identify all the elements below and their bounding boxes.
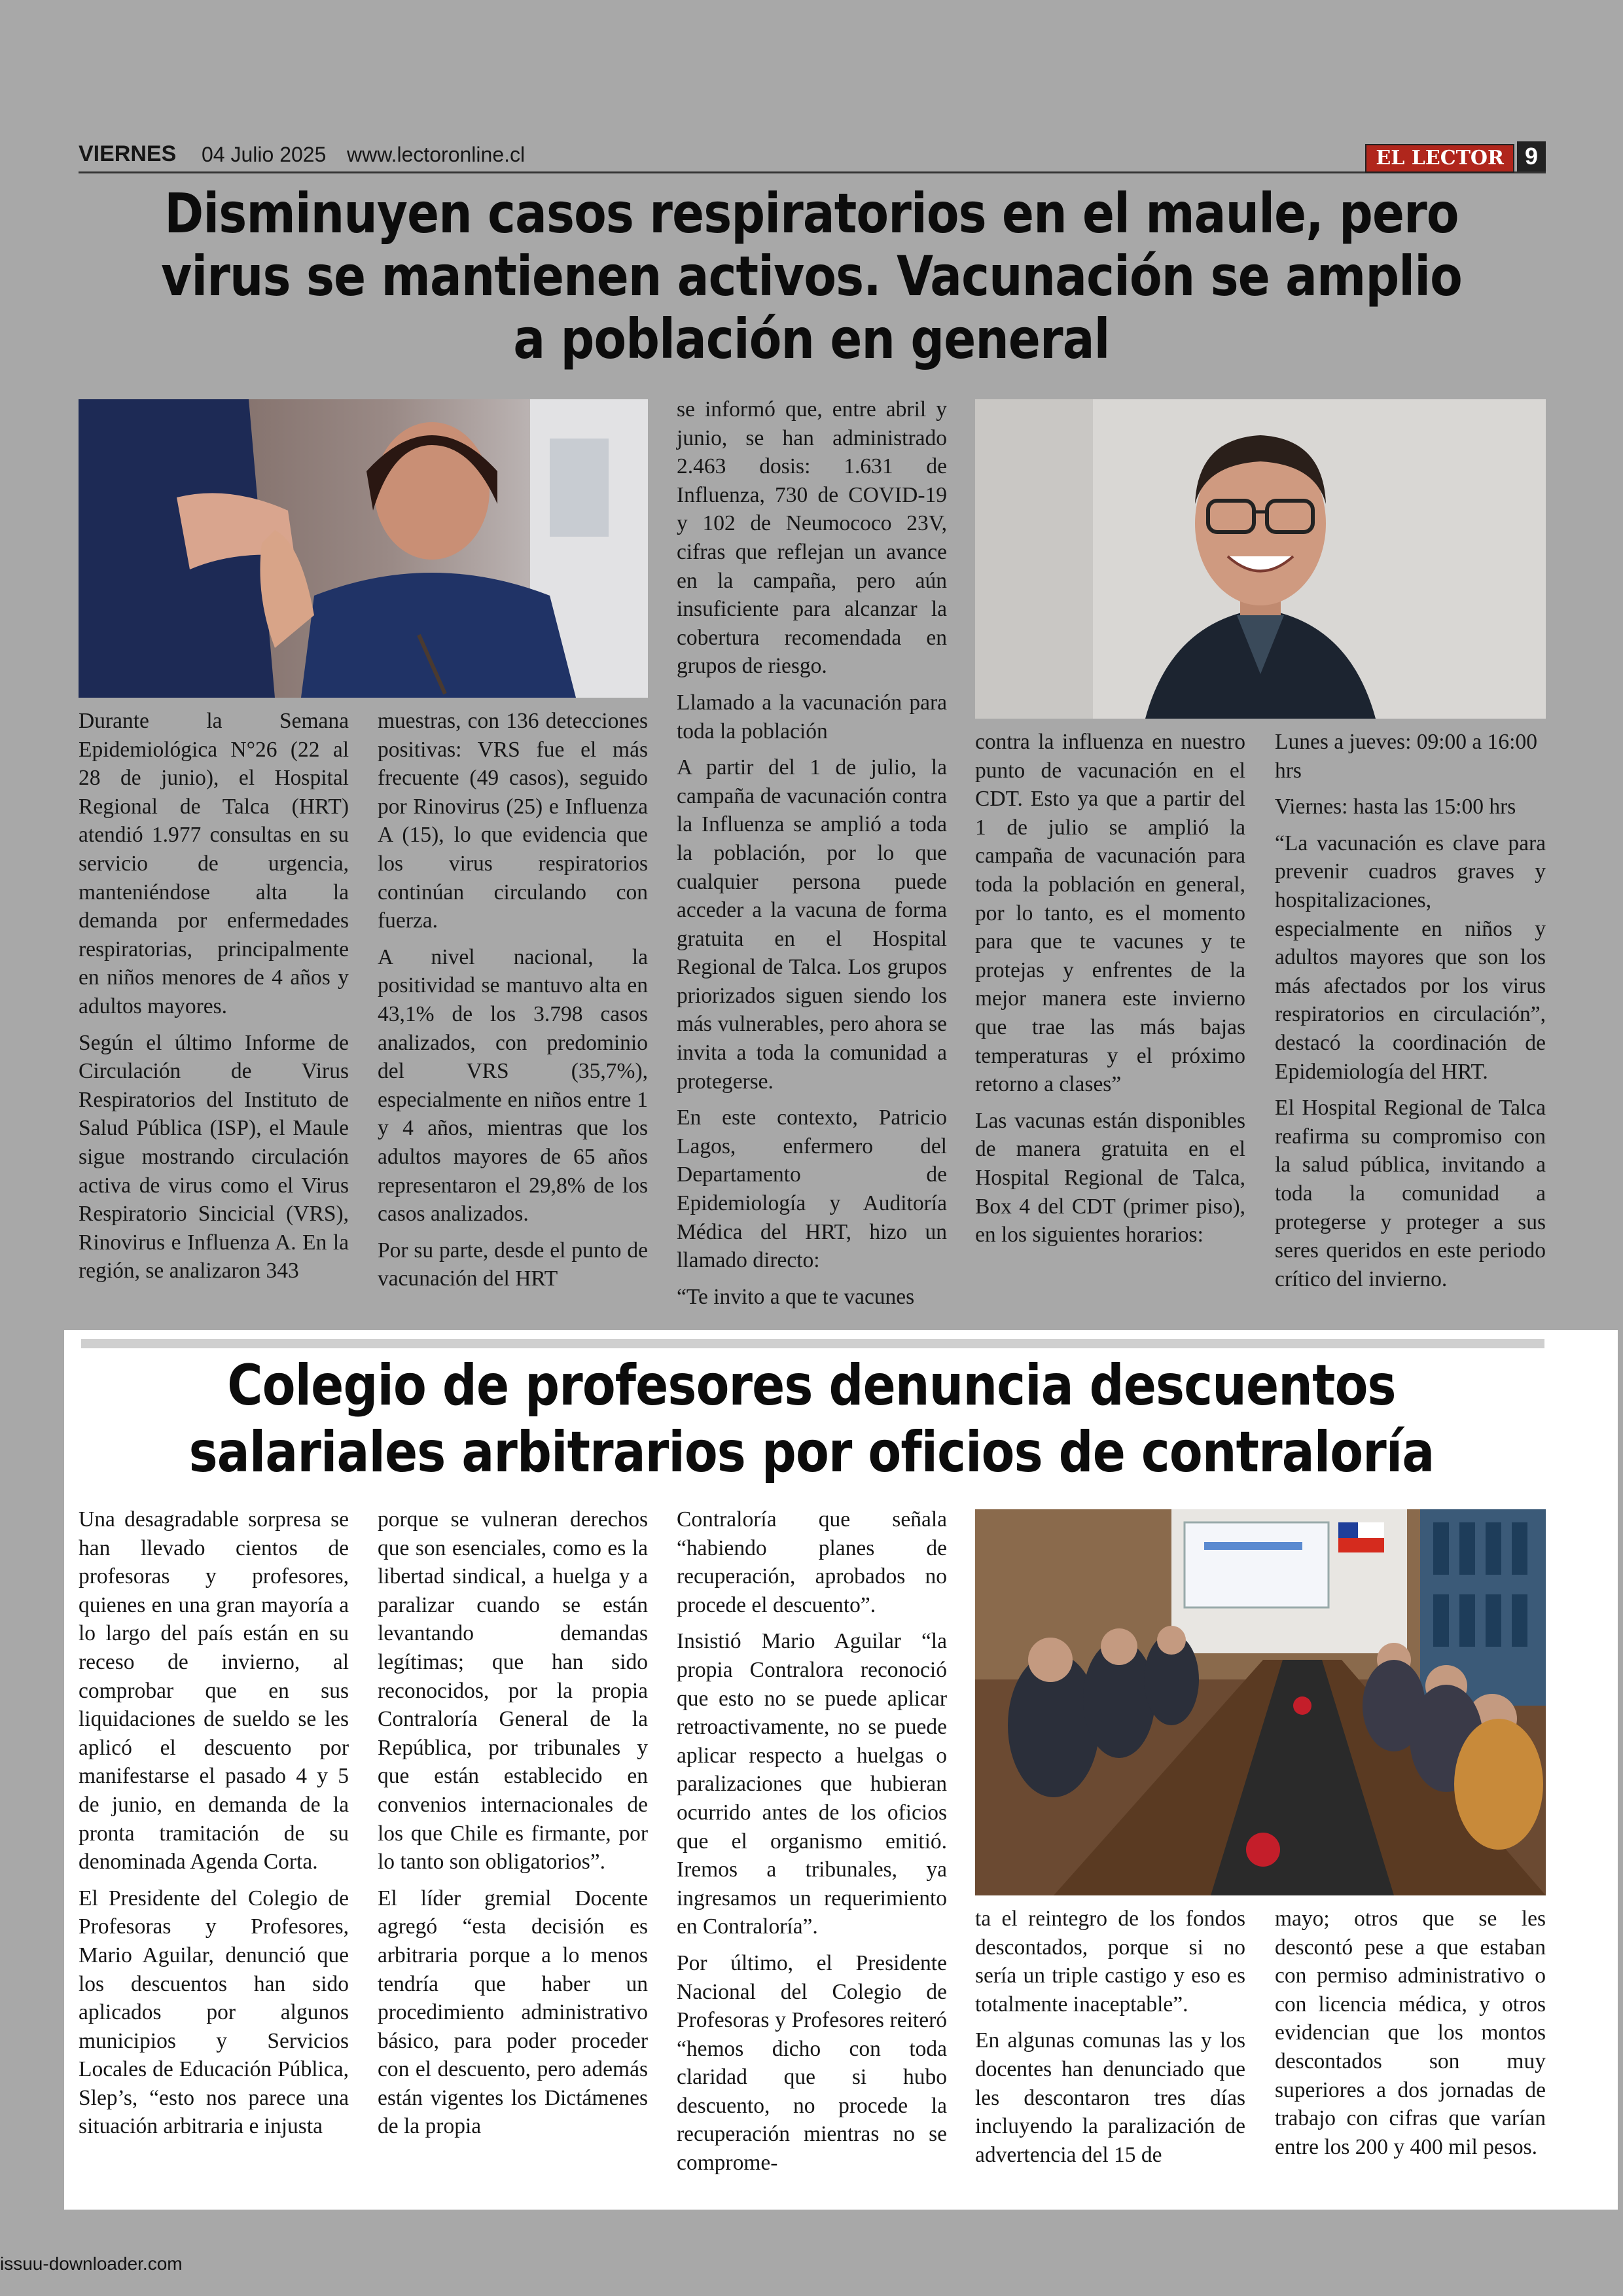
paragraph: ta el reintegro de los fondos descontados, porque si no sería un triple castigo y eso es totalmente inaceptable”. <box>975 1907 1245 2017</box>
article2-column-4 <box>975 1905 1245 2177</box>
paragraph: Una desagradable sorpresa se han llevado cientos de profesoras y profesores, quienes en una gran mayoría a lo largo del país están en su receso de invierno, al comprobar que en sus liquidaciones de sueldo se les aplicó el descuento por manifestarse el pasado 4 y 5 de junio, en demanda de la pronta tramitación de su denominada Agenda Corta. <box>79 1507 349 1874</box>
article2-column-5 <box>1275 1905 1546 2169</box>
paragraph: A partir del 1 de julio, la campaña de vacunación contra la Influenza se amplió a toda la población, por lo que cualquier persona puede acceder a la vacuna de forma gratuita en el Hospital Regional de Talca. Los grupos priorizados siguen siendo los más vulnerables, pero ahora se invita a toda la comunidad a protegerse. <box>677 755 947 1094</box>
article1-column-5 <box>1275 728 1546 1301</box>
article2-column-3 <box>677 1505 947 2185</box>
paragraph: El Presidente del Colegio de Profesoras y Profesores, Mario Aguilar, denunció que los descuentos han sido aplicados por algunos municipios y Servicios Locales de Educación Pública, Slep’s, “esto nos parece una situación arbitraria e injusta <box>79 1886 349 2139</box>
article2-column-1 <box>79 1505 349 2149</box>
patricio-lagos-portrait <box>975 399 1546 719</box>
paragraph: Durante la Semana Epidemiológica N°26 (22 al 28 de junio), el Hospital Regional de Talca (HRT) atendió 1.977 consultas en su servicio de urgencia, manteniéndose alta la demanda por enfermedades respiratorias, principalmente en niños menores de 4 años y adultos mayores. <box>79 709 349 1018</box>
schedule-line: Lunes a jueves: 09:00 a 16:00 hrs <box>1275 730 1537 783</box>
paragraph: porque se vulneran derechos que son esenciales, como es la libertad sindical, a huelga y a paralizar cuando se están levantando demandas legítimas; que han sido reconocidos, por la propia Contraloría General de la República, por tribunales y que están establecido en convenios internacionales de los que Chile es firmante, por lo tanto son obligatorios”. <box>378 1507 648 1874</box>
paragraph: muestras, con 136 detecciones positivas: VRS fue el más frecuente (49 casos), seguido por Rinovirus (25) e Influenza A (15), lo que evidencia que los virus respiratorios continúan circulando con fuerza. <box>378 709 648 933</box>
article1-column-1 <box>79 707 349 1293</box>
paragraph: Insistió Mario Aguilar “la propia Contralora reconoció que esto no se puede aplicar retroactivamente, no se puede aplicar respecto a huelgas o paralizaciones que hubieran ocurrido antes de los oficios que el organismo emitió. Iremos a tribunales, ya ingresamos un requerimiento en Contraloría”. <box>677 1629 947 1939</box>
paragraph: “Te invito a que te vacunes <box>677 1284 915 1309</box>
paragraph: Las vacunas están disponibles de manera gratuita en el Hospital Regional de Talca, Box 4 del CDT (primer piso), en los siguientes horarios: <box>975 1108 1245 1247</box>
vaccination-photo <box>79 399 648 698</box>
header-day: VIERNES <box>79 141 177 166</box>
paragraph: contra la influenza en nuestro punto de vacunación en el CDT. Esto ya que a partir del 1 de julio se amplió la campaña de vacunación para toda la población en general, por lo tanto, es el momento para que te vacunes y te protejas y enfrentes de la mejor manera este invierno que trae las más bajas temperaturas y el próximo retorno a clases” <box>975 730 1245 1097</box>
watermark-text: issuu-downloader.com <box>0 2253 183 2274</box>
page-number: 9 <box>1517 141 1546 171</box>
page-header <box>79 141 1546 173</box>
paragraph: Contraloría que señala “habiendo planes de recuperación, aprobados no procede el descuento”. <box>677 1507 947 1617</box>
newspaper-logo: EL LECTOR <box>1365 144 1514 173</box>
paragraph: Por su parte, desde el punto de vacunación del HRT <box>378 1238 648 1291</box>
paragraph: “La vacunación es clave para prevenir cuadros graves y hospitalizaciones, especialmente en niños y adultos mayores que son los más afectados por los virus respiratorios en circulación”, destacó la coordinación de Epidemiología del HRT. <box>1275 831 1546 1084</box>
paragraph: En este contexto, Patricio Lagos, enfermero del Departamento de Epidemiología y Auditoría Médica del HRT, hizo un llamado directo: <box>677 1105 947 1273</box>
paragraph: Por último, el Presidente Nacional del Colegio de Profesoras y Profesores reiteró “hemos dicho con toda claridad que si hubo descuento, no procede la recuperación mientras no se comprome- <box>677 1950 947 2176</box>
paragraph: mayo; otros que se les descontó pese a que estaban con permiso administrativo o con licencia médica, y otros evidencian que los montos descontados son muy superiores a dos jornadas de trabajo con cifras que varían entre los 200 y 400 mil pesos. <box>1275 1907 1546 2159</box>
paragraph: El Hospital Regional de Talca reafirma su compromiso con la salud pública, invitando a toda la comunidad a protegerse y proteger a sus seres queridos en este periodo crítico del invierno. <box>1275 1096 1546 1291</box>
article1-column-4 <box>975 728 1245 1257</box>
meeting-photo <box>975 1509 1546 1895</box>
paragraph: Según el último Informe de Circulación de Virus Respiratorios del Instituto de Salud Pública (ISP), el Maule sigue mostrando circulación activa de virus como el Virus Respiratorio Sincicial (VRS), Rinovirus e Influenza A. En la región, se analizaron 343 <box>79 1030 349 1283</box>
article2-headline: Colegio de profesores denuncia descuentos salariales arbitrarios por oficios de contraloría <box>188 1353 1435 1485</box>
paragraph: En algunas comunas las y los docentes han denunciado que les descontaron tres días incluyendo la paralización de advertencia del 15 de <box>975 2028 1245 2167</box>
header-website-link[interactable]: www.lectoronline.cl <box>347 143 526 166</box>
subheading: Llamado a la vacunación para toda la población <box>677 690 947 744</box>
paragraph: El líder gremial Docente agregó “esta decisión es arbitraria porque a lo menos tendría que haber un procedimiento administrativo básico, para poder proceder con el descuento, pero además están vigentes los Dictámenes de la propia <box>378 1886 648 2139</box>
article2-divider-bar <box>81 1339 1544 1348</box>
article1-headline: Disminuyen casos respiratorios en el maule, pero virus se mantienen activos. Vacunación se amplio a población en general <box>161 181 1462 371</box>
article1-column-3 <box>677 395 947 1319</box>
article1-column-2 <box>378 707 648 1301</box>
schedule-line: Viernes: hasta las 15:00 hrs <box>1275 795 1516 819</box>
paragraph: A nivel nacional, la positividad se mantuvo alta en 43,1% de los 3.798 casos analizados, con predominio del VRS (35,7%), especialmente en niños entre 1 y 4 años, mientras que los adultos mayores de 65 años representaron el 29,8% de los casos analizados. <box>378 944 648 1227</box>
header-date: 04 Julio 2025 <box>202 143 327 166</box>
paragraph: se informó que, entre abril y junio, se han administrado 2.463 dosis: 1.631 de Influenza, 730 de COVID-19 y 102 de Neumococo 23V, cifras que reflejan un avance en la campaña, pero aún insuficiente para alcanzar la cobertura recomendada en grupos de riesgo. <box>677 397 947 679</box>
article2-column-2 <box>378 1505 648 2149</box>
